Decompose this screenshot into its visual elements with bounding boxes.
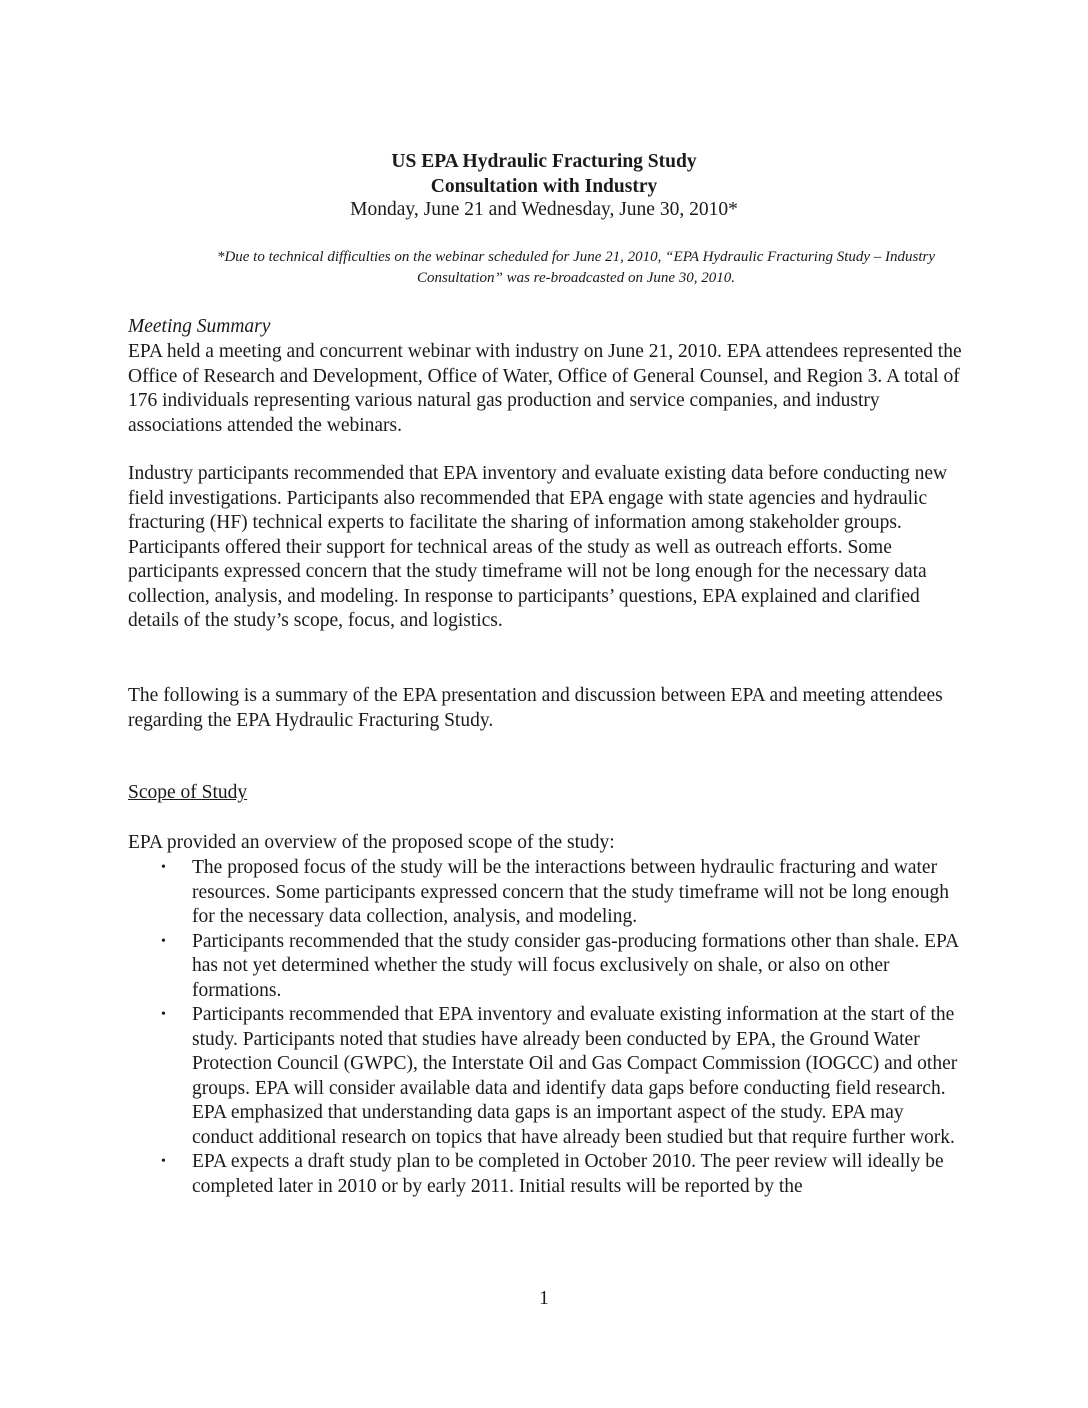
list-item bbox=[128, 1003, 968, 1150]
document-title: US EPA Hydraulic Fracturing Study bbox=[391, 151, 697, 172]
list-item bbox=[128, 1150, 968, 1199]
bullet-icon: • bbox=[161, 1007, 166, 1022]
list-item-text: Participants recommended that the study consider gas-producing formations other than shale. EPA has not yet determined whether the study will focus exclusively on shale, or also on other formations. bbox=[192, 930, 959, 1001]
list-item-text: The proposed focus of the study will be the interactions between hydraulic fracturing and water resources. Some participants expressed concern that the study timeframe will not be long enough for the necessary data collection, analysis, and modeling. bbox=[192, 857, 950, 927]
summary-paragraph: The following is a summary of the EPA presentation and discussion between EPA and meeting attendees regarding the EPA Hydraulic Fracturing Study. bbox=[128, 685, 943, 731]
summary-paragraph: Industry participants recommended that EPA inventory and evaluate existing data before conducting new field investigations. Participants also recommended that EPA engage with state agencies and hydraulic fracturing (HF) technical experts to facilitate the sharing of information among stakeholder groups. Participants offered their support for technical areas of the study as well as outreach efforts. Some participants expressed concern that the study timeframe will not be long enough for the necessary data collection, analysis, and modeling. In response to participants’ questions, EPA explained and clarified details of the study’s scope, focus, and logistics. bbox=[128, 463, 948, 631]
list-item-text: EPA expects a draft study plan to be completed in October 2010. The peer review will ideally be completed later in 2010 or by early 2011. Initial results will be reported by the bbox=[192, 1151, 944, 1197]
scope-heading: Scope of Study bbox=[128, 782, 248, 803]
footnote: *Due to technical difficulties on the webinar scheduled for June 21, 2010, “EPA Hydraulic Fracturing Study – Industry Consultation” was re-broadcasted on June 30, 2010. bbox=[216, 249, 936, 286]
bullet-icon: • bbox=[161, 1154, 166, 1169]
scope-intro: EPA provided an overview of the proposed scope of the study: bbox=[128, 832, 615, 853]
page-number: 1 bbox=[539, 1288, 549, 1309]
bullet-icon: • bbox=[161, 860, 166, 875]
summary-paragraph: EPA held a meeting and concurrent webinar with industry on June 21, 2010. EPA attendees represented the Office of Research and Development, Office of Water, Office of General Counsel, and Region 3. A total of 176 individuals representing various natural gas production and service companies, and industry associations attended the webinars. bbox=[128, 341, 962, 436]
bullet-icon: • bbox=[161, 933, 166, 949]
scope-bullet-list bbox=[128, 856, 968, 1199]
list-item bbox=[128, 930, 968, 1004]
meeting-summary-label: Meeting Summary bbox=[128, 316, 271, 337]
meeting-dates: Monday, June 21 and Wednesday, June 30, 2010* bbox=[350, 199, 738, 220]
list-item-text: Participants recommended that EPA inventory and evaluate existing information at the start of the study. Participants noted that studies have already been conducted by EPA, the Ground Water Protection Council (GWPC), the Interstate Oil and Gas Compact Commission (IOGCC) and other groups. EPA will consider available data and identify data gaps before conducting field research. EPA emphasized that understanding data gaps is an important aspect of the study. EPA may conduct additional research on topics that have already been studied but that require further work. bbox=[192, 1004, 958, 1148]
list-item bbox=[128, 856, 968, 930]
document-subtitle: Consultation with Industry bbox=[430, 176, 658, 197]
